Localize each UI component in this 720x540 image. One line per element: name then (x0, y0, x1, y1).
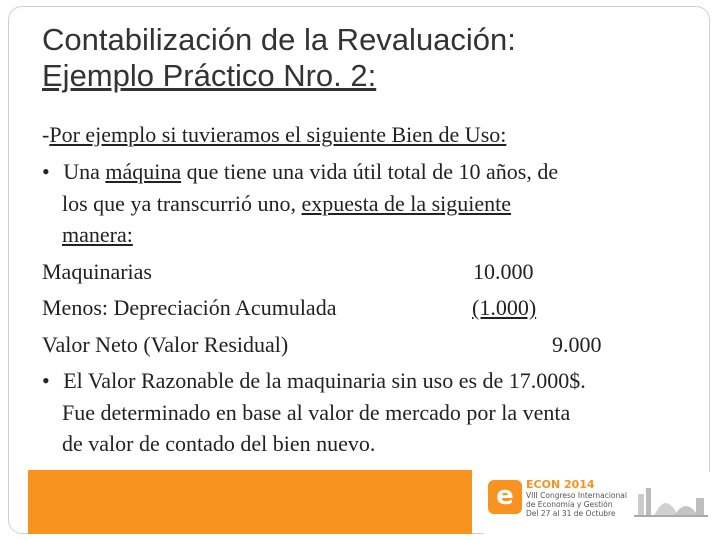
table-label-1: Maquinarias (42, 259, 152, 284)
bullet-1-text-b: máquina (105, 159, 182, 184)
bullet-2-text: El Valor Razonable de la maquinaria sin uso es de 17.000$. (63, 368, 586, 393)
logo-name: ECON 2014 (526, 478, 595, 491)
logo-line-3: Del 27 al 31 de Octubre (526, 509, 616, 518)
bullet-1-line-2-b: expuesta de la siguiente (301, 191, 512, 216)
logo-line-1: VIII Congreso Internacional (526, 491, 627, 500)
logo-subtitle (526, 491, 646, 518)
intro-prefix: - (42, 122, 50, 147)
bullet-1-line-2-a: los que ya transcurrió uno, (62, 191, 302, 216)
intro-line (42, 122, 506, 148)
econ-logo (484, 472, 710, 534)
bullet-2-line-2: Fue determinado en base al valor de mercado por la venta (62, 400, 571, 425)
bullet-marker: • (42, 159, 50, 184)
skyline-icon (634, 480, 708, 520)
bullet-1-text-c: que tiene una vida útil total de 10 años, de (181, 159, 559, 184)
intro-text: Por ejemplo si tuvieramos el siguiente Bien de Uso: (49, 122, 507, 147)
bullet-2-line-3: de valor de contado del bien nuevo. (62, 431, 376, 456)
title-line-2: Ejemplo Práctico Nro. 2: (42, 58, 377, 93)
table-label-2: Menos: Depreciación Acumulada (42, 295, 337, 320)
table-label-3: Valor Neto (Valor Residual) (42, 332, 289, 357)
slide-title (42, 22, 516, 94)
bullet-1-text-a: Una (63, 159, 106, 184)
econ-e-icon: e (488, 480, 522, 514)
bullet-2-line-1 (42, 368, 586, 394)
title-line-1: Contabilización de la Revaluación: (42, 22, 516, 57)
logo-line-2: de Economía y Gestión (526, 500, 613, 509)
bullet-1-line-1 (42, 159, 558, 185)
bullet-1-line-3: manera: (62, 222, 133, 247)
table-value-2: (1.000) (472, 295, 537, 320)
table-value-1: 10.000 (473, 259, 534, 284)
table-value-3: 9.000 (552, 332, 602, 357)
bullet-1-line-2 (62, 191, 511, 217)
footer-accent-bar (28, 470, 472, 534)
bullet-marker: • (42, 368, 50, 393)
